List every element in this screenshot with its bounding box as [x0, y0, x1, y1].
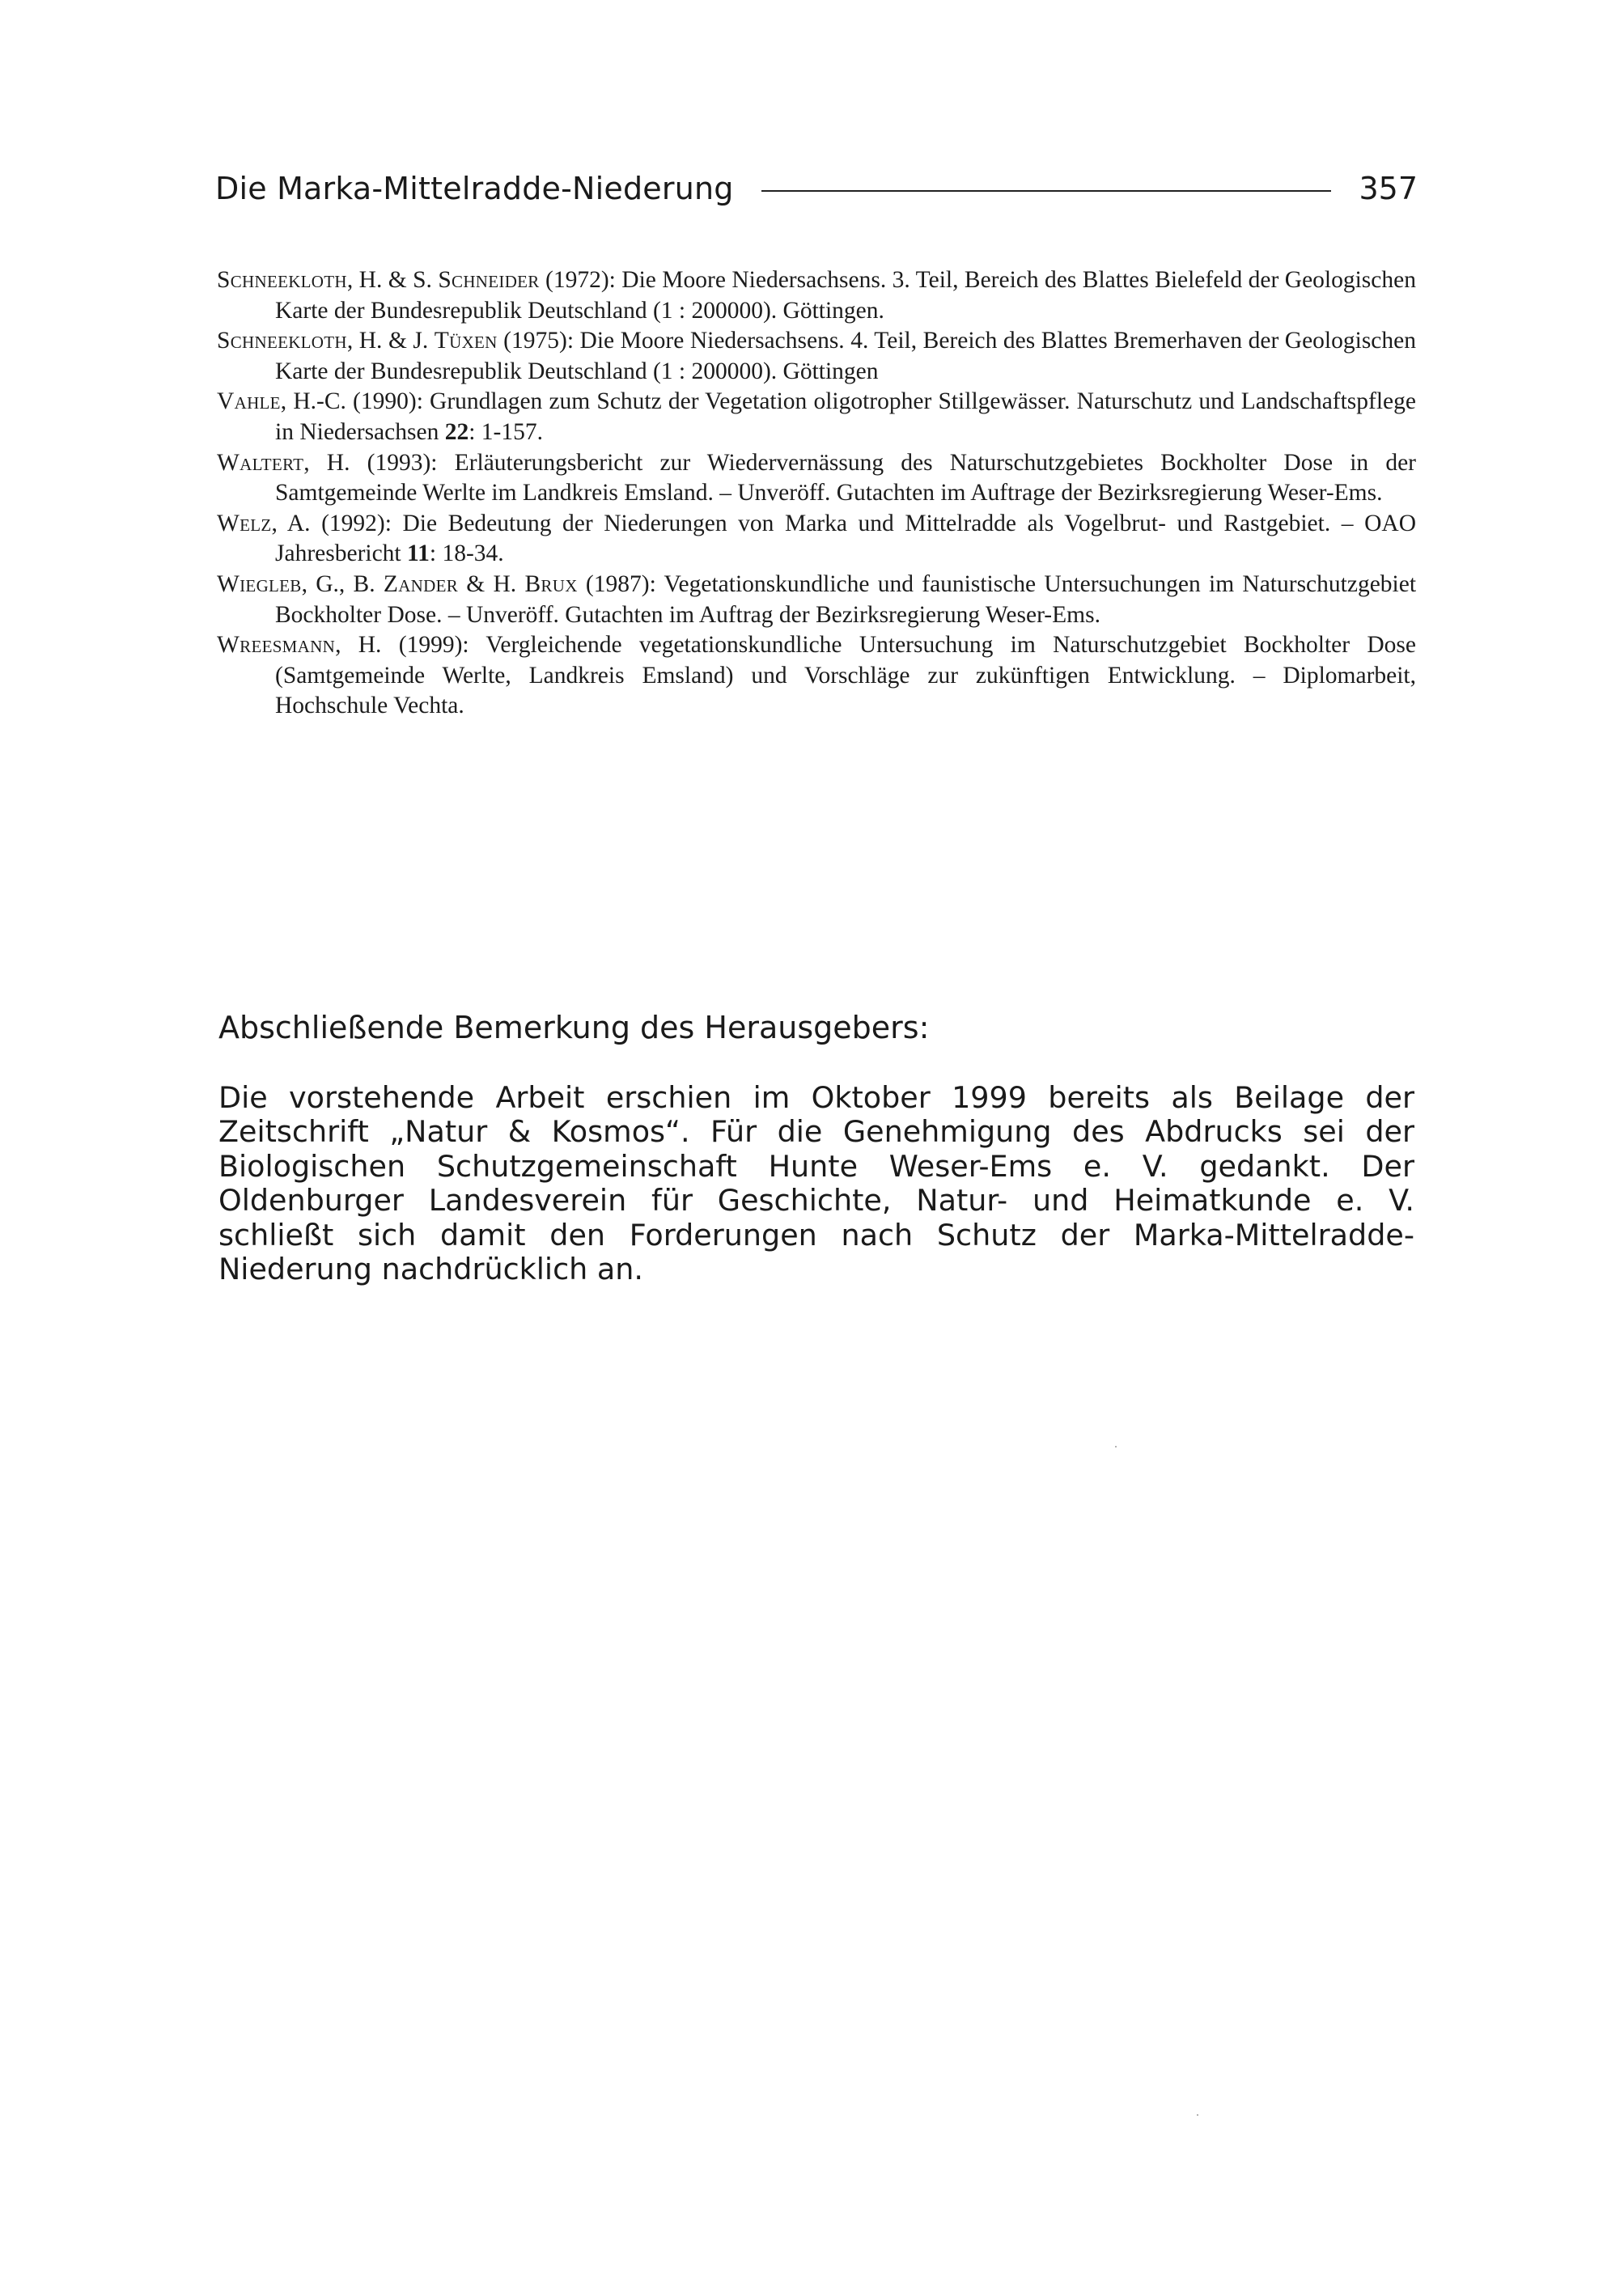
author-surname: Schneekloth — [217, 267, 347, 293]
scan-speck — [1197, 2114, 1198, 2116]
reference-entry — [217, 265, 1416, 326]
running-header — [215, 164, 1418, 213]
reference-entry — [217, 509, 1416, 570]
author-surname: Tüxen — [434, 328, 498, 354]
author-surname: Vahle — [217, 388, 281, 415]
reference-text: (1972): Die Moore Niedersachsens. 3. Teil, Bereich des Blattes Bielefeld der Geologischen Karte der Bundesrepublik Deutschland (1 : 200000). Göttingen. — [275, 267, 1416, 324]
reference-text: (1993): Erläuterungsbericht zur Wiedervernässung des Naturschutzgebietes Bockholter Dose in der Samtgemeinde Werlte im Landkreis Emsland. – Unveröff. Gutachten im Auftrage der Bezirksregierung Weser-Ems. — [275, 449, 1416, 506]
reference-entry — [217, 387, 1416, 447]
reference-volume: 22 — [444, 418, 469, 445]
running-title: Die Marka-Mittelradde-Niederung — [215, 171, 734, 206]
author-initials: & H. — [458, 570, 525, 597]
author-initials: , H. & J. — [346, 328, 435, 354]
author-surname: Brux — [524, 570, 578, 597]
reference-pages: : 1-157. — [469, 418, 543, 445]
reference-text: (1999): Vergleichende vegetationskundliche Untersuchung im Naturschutzgebiet Bockholter Dose (Samtgemeinde Werlte, Landkreis Emsland) und Vorschläge zur zukünftigen Entwicklung. – Diplomarbeit, Hochschule Vechta. — [275, 632, 1417, 719]
author-surname: Waltert — [217, 449, 304, 476]
author-surname: Wreesmann — [217, 632, 336, 659]
reference-text: (1987): Vegetationskundliche und faunistische Untersuchungen im Naturschutzgebiet Bockholter Dose. – Unveröff. Gutachten im Auftrag der Bezirksregierung Weser-Ems. — [275, 570, 1417, 628]
author-surname: Schneider — [438, 267, 540, 293]
reference-pages: : 18-34. — [429, 540, 504, 567]
reference-text: (1992): Die Bedeutung der Niederungen von Marka und Mittelradde als Vogelbrut- und Rastgebiet. – OAO Jahresbericht — [275, 510, 1416, 567]
closing-remark-heading: Abschließende Bemerkung des Herausgebers: — [218, 1010, 930, 1045]
author-initials: , A. — [271, 510, 311, 536]
reference-entry — [217, 630, 1416, 722]
author-surname: Schneekloth — [217, 328, 347, 354]
reference-entry — [217, 448, 1416, 509]
author-initials: , H. — [303, 449, 350, 476]
closing-remark-body: Die vorstehende Arbeit erschien im Oktober 1999 bereits als Beilage der Zeitschrift „Natur & Kosmos“. Für die Genehmigung des Abdrucks sei der Biologischen Schutzgemeinschaft Hunte Weser-Ems e. V. gedankt. Der Oldenburger Landesverein für Geschichte, Natur- und Heimatkunde e. V. schließt sich damit den Forderungen nach Schutz der Marka-Mittelradde-Niederung nachdrücklich an. — [218, 1080, 1414, 1287]
reference-entry — [217, 326, 1416, 387]
reference-text: (1975): Die Moore Niedersachsens. 4. Teil, Bereich des Blattes Bremerhaven der Geologischen Karte der Bundesrepublik Deutschland (1 : 200000). Göttingen — [275, 328, 1416, 384]
author-surname: Wiegleb — [217, 570, 302, 597]
reference-list — [217, 265, 1416, 722]
author-surname: Welz — [217, 510, 272, 536]
author-initials: , G., B. — [301, 570, 384, 597]
author-initials: , H.-C. — [280, 388, 346, 415]
author-surname: Zander — [383, 570, 459, 597]
header-rule — [761, 190, 1332, 192]
author-initials: , H. & S. — [346, 267, 439, 293]
scan-speck — [1115, 1446, 1117, 1447]
reference-volume: 11 — [407, 540, 430, 567]
reference-text: (1990): Grundlagen zum Schutz der Vegetation oligotropher Stillgewässer. Naturschutz und Landschaftspflege in Niedersachsen — [275, 388, 1416, 445]
reference-entry — [217, 570, 1416, 630]
page-number: 357 — [1359, 171, 1418, 206]
author-initials: , H. — [335, 632, 382, 659]
